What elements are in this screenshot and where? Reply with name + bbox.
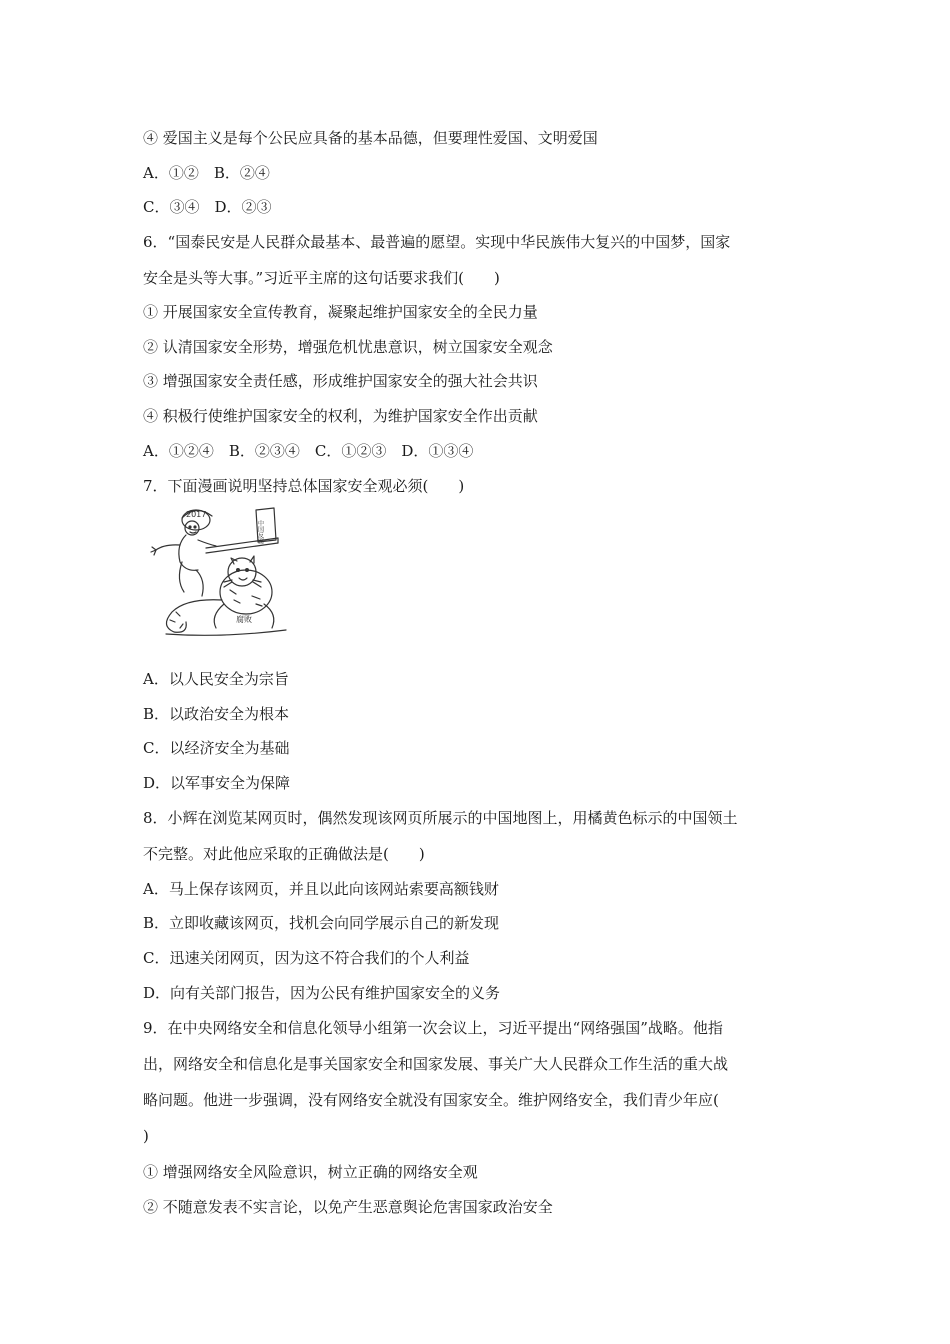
- q9-stem-line4: ): [143, 1127, 149, 1145]
- q9-statement-2: ② 不随意发表不实言论，以免产生恶意舆论危害国家政治安全: [143, 1198, 553, 1216]
- q7-option-b: B．以政治安全为根本: [143, 705, 290, 723]
- q5-choices-cd: C．③④ D．②③: [143, 198, 272, 216]
- staff-banner-label: 中国反腐: [256, 520, 264, 544]
- q8-stem-line1: 8．小辉在浏览某网页时，偶然发现该网页所展示的中国地图上，用橘黄色标示的中国领土: [143, 809, 738, 827]
- monkey-hat-label: 2017: [186, 510, 207, 519]
- q8-option-c: C．迅速关闭网页，因为这不符合我们的个人利益: [143, 949, 470, 967]
- q6-statement-3: ③ 增强国家安全责任感，形成维护国家安全的强大社会共识: [143, 372, 538, 390]
- q9-stem-line3: 略问题。他进一步强调，没有网络安全就没有国家安全。维护网络安全，我们青少年应(: [143, 1091, 719, 1109]
- q7-stem: 7．下面漫画说明坚持总体国家安全观必须( ): [143, 477, 465, 495]
- q9-statement-1: ① 增强网络安全风险意识，树立正确的网络安全观: [143, 1163, 478, 1181]
- q6-statement-2: ② 认清国家安全形势，增强危机忧患意识，树立国家安全观念: [143, 338, 553, 356]
- q5-choices-ab: A．①② B．②④: [143, 164, 270, 182]
- q7-option-d: D．以军事安全为保障: [143, 774, 291, 792]
- q6-stem-line1: 6．“国泰民安是人民群众最基本、最普遍的愿望。实现中华民族伟大复兴的中国梦，国家: [143, 233, 731, 251]
- q8-option-b: B．立即收藏该网页，找机会向同学展示自己的新发现: [143, 914, 500, 932]
- q6-choices: A．①②④ B．②③④ C．①②③ D．①③④: [143, 442, 474, 460]
- anti-corruption-cartoon: [146, 500, 298, 638]
- q6-stem-line2: 安全是头等大事。”习近平主席的这句话要求我们( ): [143, 269, 500, 287]
- q5-statement-4: ④ 爱国主义是每个公民应具备的基本品德，但要理性爱国、文明爱国: [143, 129, 598, 147]
- q7-option-a: A．以人民安全为宗旨: [143, 670, 289, 688]
- q8-stem-line2: 不完整。对此他应采取的正确做法是( ): [143, 845, 425, 863]
- q8-option-a: A．马上保存该网页，并且以此向该网站索要高额钱财: [143, 880, 499, 898]
- q9-stem-line2: 出，网络安全和信息化是事关国家安全和国家发展、事关广大人民群众工作生活的重大战: [143, 1055, 729, 1073]
- q8-option-d: D．向有关部门报告，因为公民有维护国家安全的义务: [143, 984, 501, 1002]
- q7-option-c: C．以经济安全为基础: [143, 739, 290, 757]
- q6-statement-4: ④ 积极行使维护国家安全的权利，为维护国家安全作出贡献: [143, 407, 538, 425]
- q9-stem-line1: 9．在中央网络安全和信息化领导小组第一次会议上，习近平提出“网络强国”战略。他指: [143, 1019, 723, 1037]
- tiger-label: 腐败: [236, 615, 252, 624]
- q6-statement-1: ① 开展国家安全宣传教育，凝聚起维护国家安全的全民力量: [143, 303, 538, 321]
